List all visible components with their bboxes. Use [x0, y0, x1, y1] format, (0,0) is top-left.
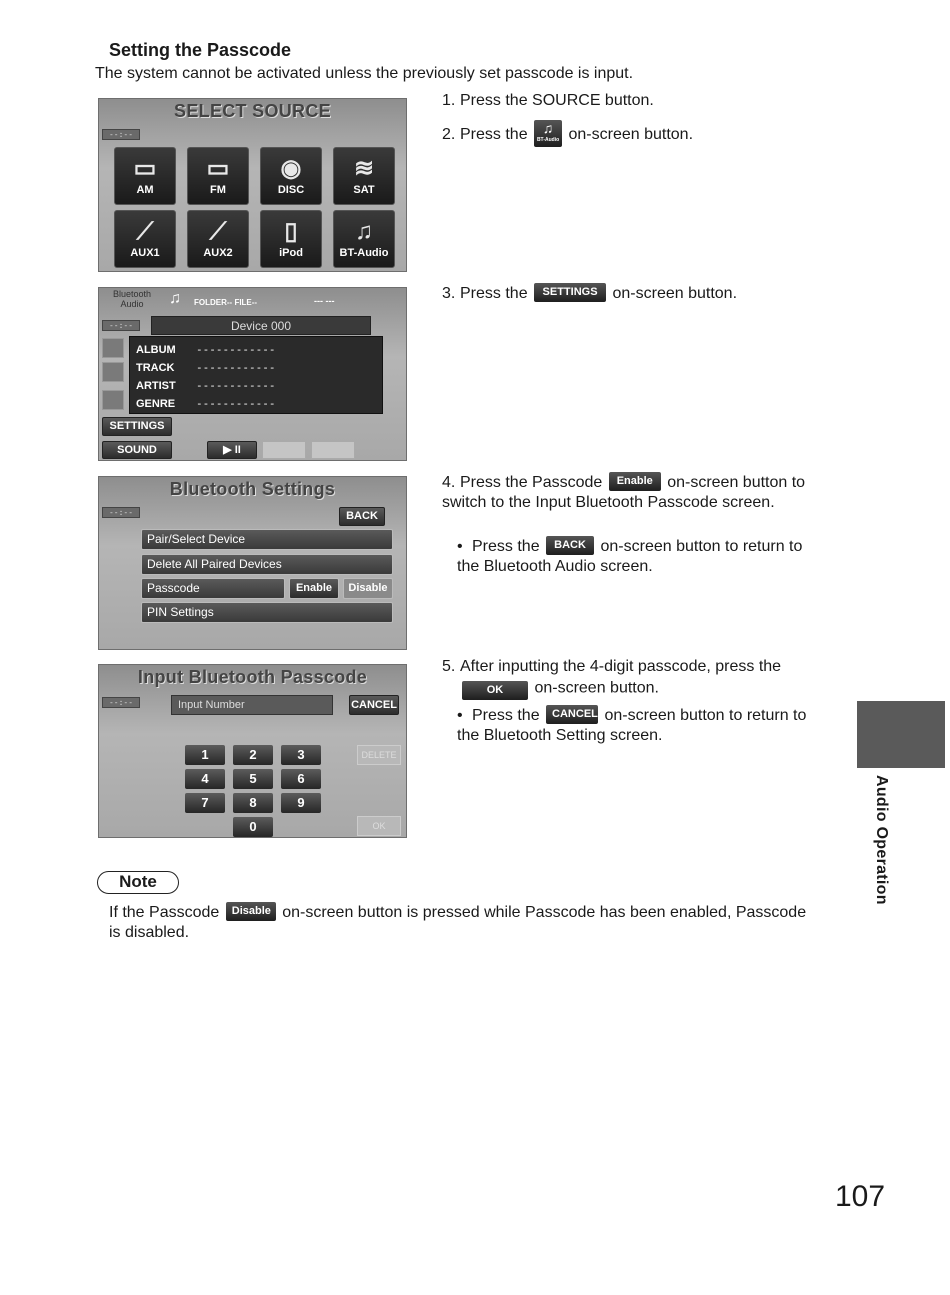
bluetooth-audio-screenshot	[98, 287, 407, 461]
note-text: If the Passcode Disable on-screen button is pressed while Passcode has been enabled, Passcode is disabled.	[109, 903, 809, 943]
key-7[interactable]: 7	[185, 793, 225, 813]
scroll-middle-button[interactable]	[102, 362, 124, 382]
cable-icon: ⟋	[136, 218, 154, 245]
pair-select-device-button[interactable]: Pair/Select Device	[141, 529, 393, 550]
radio-icon: ▭	[206, 155, 230, 182]
fm-button[interactable]: ▭ FM	[187, 147, 249, 205]
artist-label: ARTIST	[136, 380, 176, 392]
step-1: 1. Press the SOURCE button.	[442, 92, 654, 109]
key-8[interactable]: 8	[233, 793, 273, 813]
step-3: 3. Press the SETTINGS on-screen button.	[442, 284, 827, 304]
screen-title: Input Bluetooth Passcode	[137, 667, 368, 687]
track-label: TRACK	[136, 362, 175, 374]
track-value: ------------	[196, 361, 276, 374]
next-track-button[interactable]	[311, 441, 355, 459]
genre-label: GENRE	[136, 398, 176, 410]
folder-file-label: FOLDER-- FILE--	[194, 298, 258, 307]
screen-title: Bluetooth Settings	[169, 479, 336, 499]
track-info-panel	[129, 336, 383, 414]
step-2: 2. Press the ♫ BT-Audio on-screen button.	[442, 123, 827, 147]
intro-text: The system cannot be activated unless the previously set passcode is input.	[95, 65, 634, 82]
source-label: Bluetooth Audio	[112, 289, 152, 309]
genre-value: ------------	[196, 397, 276, 410]
section-title: Setting the Passcode	[109, 40, 292, 60]
key-3[interactable]: 3	[281, 745, 321, 765]
back-button[interactable]: BACK	[339, 507, 385, 526]
play-pause-button[interactable]: ▶ II	[207, 441, 257, 459]
cable-icon: ⟋	[209, 218, 227, 245]
cancel-button[interactable]: CANCEL	[349, 695, 399, 715]
step-5: 5. After inputting the 4-digit passcode, press the OK on-screen button.	[442, 657, 827, 700]
aux2-button[interactable]: ⟋ AUX2	[187, 210, 249, 268]
enable-inline-button: Enable	[609, 472, 661, 491]
key-2[interactable]: 2	[233, 745, 273, 765]
delete-paired-devices-button[interactable]: Delete All Paired Devices	[141, 554, 393, 575]
bt-audio-inline-button: ♫ BT-Audio	[534, 120, 562, 147]
device-name: Device 000	[151, 316, 371, 335]
disc-icon: ◉	[280, 155, 302, 182]
clock-display: --:--	[102, 507, 140, 518]
passcode-input[interactable]: Input Number	[171, 695, 333, 715]
scroll-down-button[interactable]	[102, 390, 124, 410]
chapter-tab	[857, 701, 945, 768]
passcode-disable-button[interactable]: Disable	[343, 578, 393, 599]
key-0[interactable]: 0	[233, 817, 273, 837]
ipod-button[interactable]: ▯ iPod	[260, 210, 322, 268]
settings-button[interactable]: SETTINGS	[102, 417, 172, 436]
satellite-icon: ≋	[353, 155, 375, 182]
bt-audio-button[interactable]: ♫ BT-Audio	[333, 210, 395, 268]
sound-button[interactable]: SOUND	[102, 441, 172, 459]
step-4-bullet: • Press the BACK on-screen button to return to the Bluetooth Audio screen.	[457, 537, 827, 577]
clock-display: --:--	[102, 697, 140, 708]
key-5[interactable]: 5	[233, 769, 273, 789]
page-number: 107	[835, 1180, 886, 1213]
aux1-button[interactable]: ⟋ AUX1	[114, 210, 176, 268]
prev-track-button[interactable]	[262, 441, 306, 459]
settings-inline-button: SETTINGS	[534, 283, 606, 302]
bluetooth-settings-screenshot	[98, 476, 407, 650]
delete-button[interactable]: DELETE	[357, 745, 401, 765]
step-4: 4. Press the Passcode Enable on-screen button to switch to the Input Bluetooth Passcode screen.	[442, 473, 827, 513]
music-note-icon: ♫	[542, 120, 554, 136]
sat-button[interactable]: ≋ SAT	[333, 147, 395, 205]
album-label: ALBUM	[136, 344, 176, 356]
screen-title: SELECT SOURCE	[174, 101, 331, 121]
select-source-screenshot	[98, 98, 407, 272]
back-inline-button: BACK	[546, 536, 594, 555]
key-1[interactable]: 1	[185, 745, 225, 765]
am-button[interactable]: ▭ AM	[114, 147, 176, 205]
clock-display: --:--	[102, 129, 140, 140]
input-passcode-screenshot	[98, 664, 407, 838]
album-value: ------------	[196, 343, 276, 356]
disc-button[interactable]: ◉ DISC	[260, 147, 322, 205]
passcode-enable-button[interactable]: Enable	[289, 578, 339, 599]
pin-settings-button[interactable]: PIN Settings	[141, 602, 393, 623]
ok-inline-button: OK	[462, 681, 528, 700]
ipod-icon: ▯	[284, 218, 298, 245]
key-4[interactable]: 4	[185, 769, 225, 789]
clock-display: --:--	[102, 320, 140, 331]
music-note-icon: ♫	[355, 218, 373, 245]
radio-icon: ▭	[133, 155, 157, 182]
cancel-inline-button: CANCEL	[546, 705, 598, 724]
key-9[interactable]: 9	[281, 793, 321, 813]
chapter-label: Audio Operation	[873, 775, 890, 905]
step-5-bullet: • Press the CANCEL on-screen button to return to the Bluetooth Setting screen.	[457, 706, 827, 746]
disable-inline-button: Disable	[226, 902, 276, 921]
music-note-icon: ♫	[169, 290, 181, 307]
artist-value: ------------	[196, 379, 276, 392]
scroll-up-button[interactable]	[102, 338, 124, 358]
signal-indicator: --- ---	[314, 296, 335, 306]
key-6[interactable]: 6	[281, 769, 321, 789]
ok-button[interactable]: OK	[357, 816, 401, 836]
note-label: Note	[97, 871, 179, 894]
passcode-label: Passcode	[141, 578, 285, 599]
